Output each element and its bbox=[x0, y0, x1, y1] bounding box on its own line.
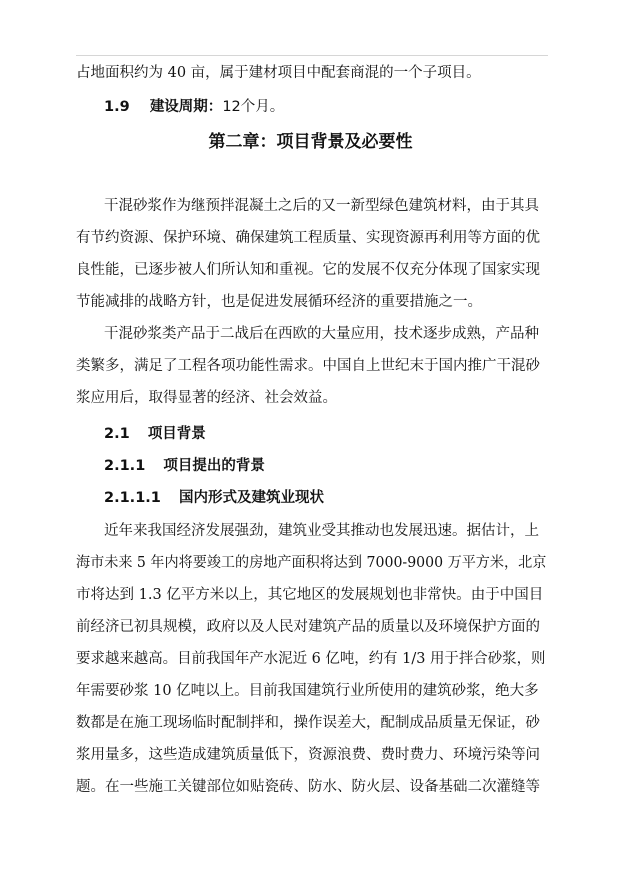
section-number: 2.1.1.1 bbox=[104, 490, 161, 506]
paragraph-line: 良性能，已逐步被人们所认知和重视。它的发展不仅充分体现了国家实现 bbox=[76, 262, 540, 278]
section-number: 2.1 bbox=[104, 426, 130, 442]
paragraph-line: 节能减排的战略方针，也是促进发展循环经济的重要措施之一。 bbox=[76, 294, 482, 310]
paragraph-line: 海市未来 5 年内将要竣工的房地产面积将达到 7000-9000 万平方米，北京 bbox=[76, 555, 547, 571]
paragraph-line: 数都是在施工现场临时配制拌和，操作误差大，配制成品质量无保证，砂 bbox=[76, 715, 540, 731]
section-title: 项目提出的背景 bbox=[163, 458, 265, 474]
section-value: 12个月。 bbox=[222, 99, 285, 115]
section-2-1-1-1 bbox=[104, 488, 324, 508]
chapter-title: 第二章：项目背景及必要性 bbox=[208, 132, 413, 152]
paragraph-line: 市将达到 1.3 亿平方米以上，其它地区的发展规划也非常快。由于中国目 bbox=[76, 587, 544, 603]
section-label: 建设周期： bbox=[149, 99, 223, 115]
paragraph-line: 占地面积约为 40 亩，属于建材项目中配套商混的一个子项目。 bbox=[76, 65, 481, 81]
paragraph-line: 题。在一些施工关键部位如贴瓷砖、防水、防火层、设备基础二次灌缝等 bbox=[76, 779, 540, 795]
section-2-1-1 bbox=[104, 456, 265, 476]
paragraph-line: 浆用量多，这些造成建筑质量低下，资源浪费、费时费力、环境污染等问 bbox=[76, 747, 540, 763]
header-rule bbox=[76, 55, 548, 56]
section-title: 国内形式及建筑业现状 bbox=[179, 490, 325, 506]
section-number: 1.9 bbox=[104, 99, 130, 115]
section-title: 项目背景 bbox=[147, 426, 206, 442]
paragraph-line: 有节约资源、保护环境、确保建筑工程质量、实现资源再利用等方面的优 bbox=[76, 230, 540, 246]
paragraph-line: 干混砂浆作为继预拌混凝土之后的又一新型绿色建筑材料，由于其具 bbox=[104, 198, 539, 214]
paragraph-line: 近年来我国经济发展强劲，建筑业受其推动也发展迅速。据估计，上 bbox=[104, 523, 539, 539]
paragraph-line: 浆应用后，取得显著的经济、社会效益。 bbox=[76, 390, 337, 406]
section-number: 2.1.1 bbox=[104, 458, 146, 474]
paragraph-line: 年需要砂浆 10 亿吨以上。目前我国建筑行业所使用的建筑砂浆，绝大多 bbox=[76, 683, 539, 699]
paragraph-line: 类繁多，满足了工程各项功能性需求。中国自上世纪末于国内推广干混砂 bbox=[76, 358, 540, 374]
section-2-1 bbox=[104, 424, 206, 444]
paragraph-line: 要求越来越高。目前我国年产水泥近 6 亿吨，约有 1/3 用于拌合砂浆，则 bbox=[76, 651, 546, 667]
paragraph-line: 干混砂浆类产品于二战后在西欧的大量应用，技术逐步成熟，产品种 bbox=[104, 326, 539, 342]
section-1-9 bbox=[104, 97, 284, 117]
paragraph-line: 前经济已初具规模，政府以及人民对建筑产品的质量以及环境保护方面的 bbox=[76, 619, 540, 635]
